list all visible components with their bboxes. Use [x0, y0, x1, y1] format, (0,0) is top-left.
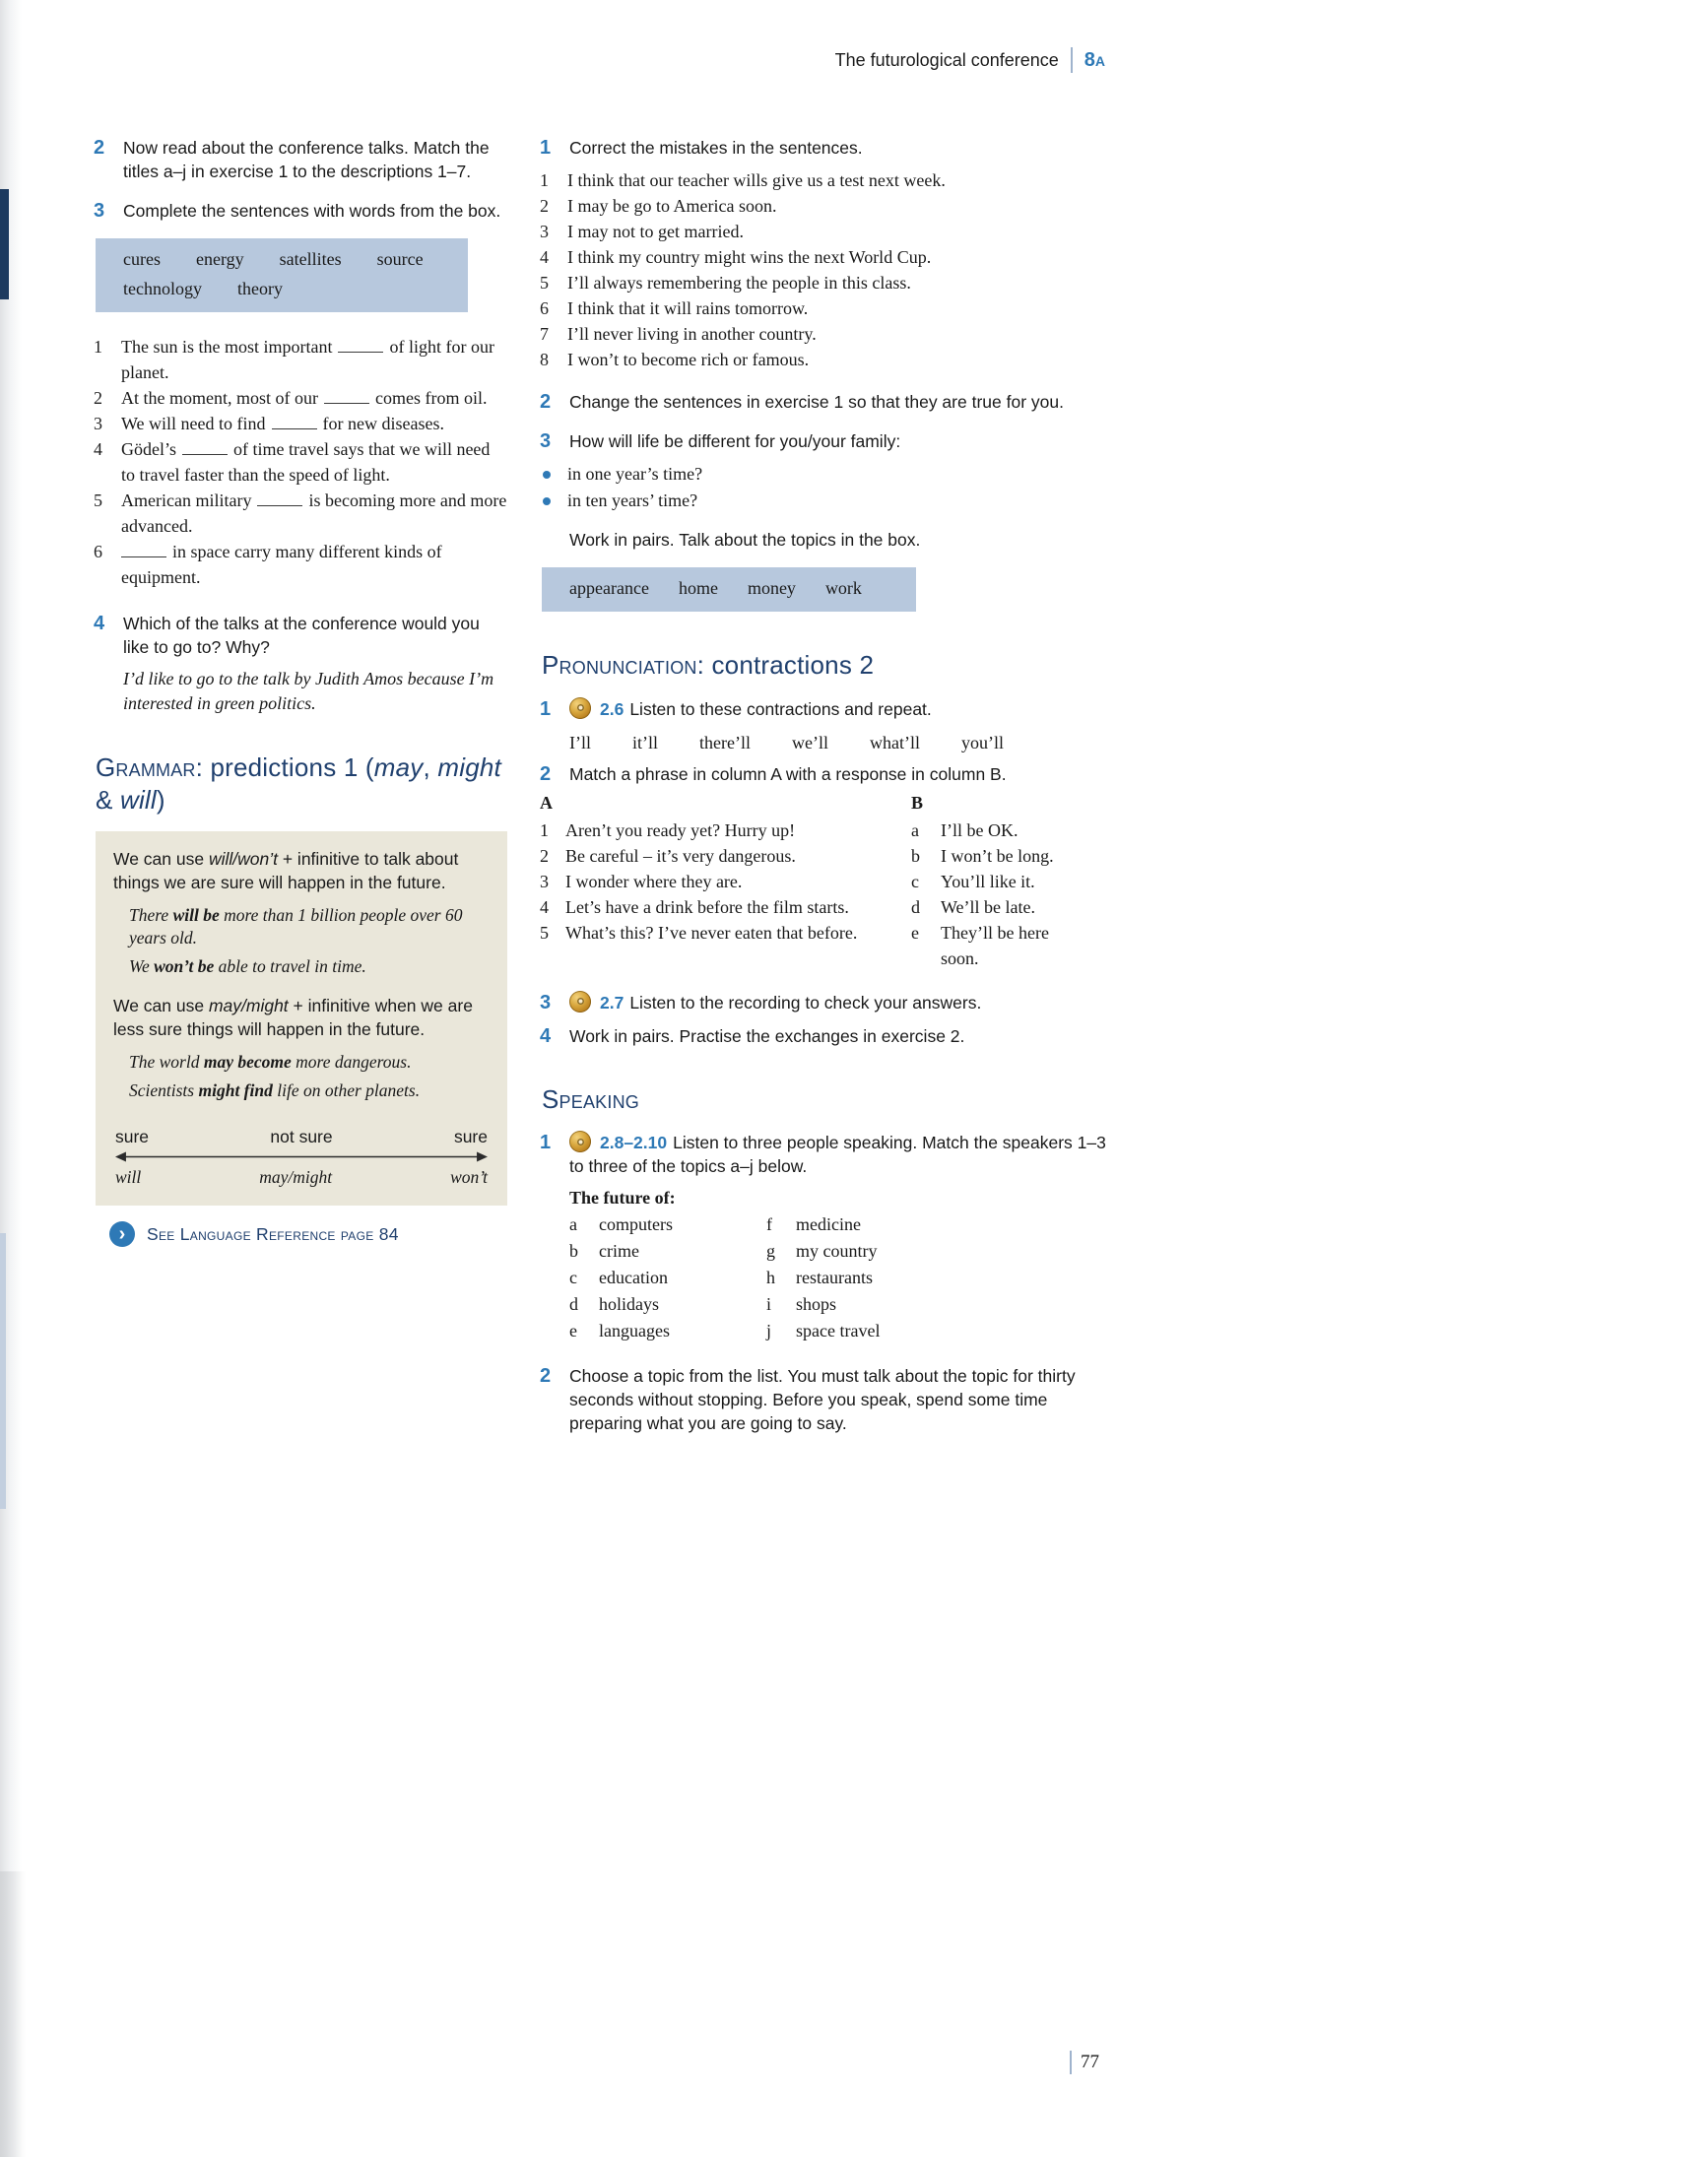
sentence-item — [540, 244, 1116, 270]
sentence-text: I’ll always remembering the people in this class. — [567, 273, 911, 293]
exercise-instruction: Work in pairs. Practise the exchanges in exercise 2. — [569, 1025, 965, 1046]
phrase-number: 1 — [540, 819, 549, 840]
gap-fill-sentences — [94, 334, 507, 590]
sentence-number: 6 — [94, 542, 102, 561]
text-segment: will — [119, 784, 157, 815]
exercise-number: 4 — [94, 613, 105, 634]
sentence-item — [540, 193, 1116, 219]
sentence-number: 3 — [94, 414, 102, 433]
grammar-heading — [96, 752, 507, 816]
sentence-number: 1 — [540, 170, 549, 190]
text-segment: Pronunciation: — [542, 650, 705, 680]
topic-letter: d — [569, 1294, 578, 1314]
sentence-text: I won’t to become rich or famous. — [567, 350, 810, 369]
text-segment: will be — [172, 905, 220, 925]
topics-list-title: The future of: — [569, 1188, 676, 1208]
cd-icon — [569, 697, 591, 719]
exercise-instruction: How will life be different for you/your family: — [569, 431, 901, 451]
exercise-3 — [540, 429, 1116, 453]
response-letter: b — [911, 845, 920, 866]
bullet-text: in one year’s time? — [567, 464, 703, 484]
grammar-example — [129, 1051, 490, 1074]
sentence-number: 7 — [540, 324, 549, 344]
contraction: I’ll — [569, 732, 591, 752]
text-segment: We — [129, 956, 155, 976]
scale-labels-bottom — [115, 1166, 488, 1188]
response-text: We’ll be late. — [941, 896, 1036, 917]
response-letter: a — [911, 819, 919, 840]
sentence-item — [540, 270, 1116, 295]
exercise-instruction: Now read about the conference talks. Match the titles a–j in exercise 1 to the descriptions 1–7. — [123, 138, 490, 181]
text-segment: more dangerous. — [291, 1052, 412, 1072]
scale-label: may/might — [259, 1167, 333, 1187]
right-column — [540, 136, 1116, 1451]
answer-blank — [272, 419, 317, 429]
sentence-number: 3 — [540, 222, 549, 241]
scale-label: sure — [115, 1127, 150, 1146]
contraction: we’ll — [791, 732, 828, 752]
contractions-row — [569, 731, 1116, 754]
text-segment: & — [96, 784, 120, 815]
topic-label: languages — [599, 1321, 670, 1340]
contraction: there’ll — [699, 732, 751, 752]
exercise-number: 3 — [540, 430, 552, 452]
sentence-item — [94, 334, 507, 385]
text-segment: + infinitive to talk about things we are sure will happen in the future. — [113, 849, 459, 892]
response-text: You’ll like it. — [941, 871, 1035, 891]
sentence-part: in space carry many different kinds of equipment. — [121, 542, 442, 587]
topic-label: computers — [599, 1214, 673, 1234]
grammar-rule — [113, 994, 490, 1041]
word: theory — [236, 279, 283, 298]
sentence-text: I may be go to America soon. — [567, 196, 777, 216]
word: work — [824, 578, 862, 598]
exercise-number: 1 — [540, 697, 552, 720]
answer-blank — [182, 444, 228, 455]
exercise-instruction: Which of the talks at the conference would you like to go to? Why? — [123, 614, 480, 657]
sentence-text — [121, 334, 507, 385]
phrase-number: 5 — [540, 922, 549, 943]
phrase-number: 2 — [540, 845, 549, 866]
sentence-text: I may not to get married. — [567, 222, 744, 241]
sentence-number: 1 — [94, 337, 102, 357]
phrase-number: 3 — [540, 871, 549, 891]
bullet-list — [540, 461, 1116, 514]
text-segment: ) — [156, 784, 165, 815]
text-segment: might find — [198, 1080, 273, 1100]
bullet-item — [540, 461, 1116, 488]
grammar-box — [96, 831, 507, 1206]
match-row — [540, 894, 1116, 920]
sentence-text: I’ll never living in another country. — [567, 324, 817, 344]
speaking-heading — [542, 1083, 1116, 1116]
sentence-item — [540, 167, 1116, 193]
sentence-text — [121, 539, 507, 590]
topic-letter: j — [766, 1321, 772, 1340]
text-segment: able to travel in time. — [214, 956, 366, 976]
sentence-text: I think that it will rains tomorrow. — [567, 298, 809, 318]
grammar-example — [129, 1079, 490, 1102]
contraction: you’ll — [960, 732, 1004, 752]
word: technology — [123, 279, 202, 298]
bullet-icon — [543, 497, 551, 505]
exercise-number: 2 — [94, 137, 105, 159]
page-edge-light-bar — [0, 1233, 6, 1509]
scale-arrow-icon — [115, 1150, 488, 1163]
model-answer: I’d like to go to the talk by Judith Amos because I’m interested in green politics. — [123, 669, 494, 713]
cd-hole — [577, 704, 584, 711]
response-text: They’ll be here soon. — [941, 922, 1049, 968]
page-edge-bottom-shading — [0, 1871, 26, 2157]
exercise-4 — [94, 612, 507, 659]
page-edge-shading — [0, 0, 22, 2157]
answer-blank — [324, 393, 369, 404]
matching-table — [540, 790, 1116, 971]
word: energy — [195, 249, 244, 269]
grammar-example — [129, 904, 490, 949]
sentence-text — [121, 488, 507, 539]
page-header — [0, 47, 1105, 73]
sentence-part: We will need to find — [121, 414, 266, 433]
exercise-instruction: Complete the sentences with words from the box. — [123, 201, 501, 221]
cd-hole — [577, 998, 584, 1005]
text-segment: may — [373, 752, 424, 782]
topic-letter: i — [766, 1294, 772, 1314]
text-segment: may/might — [208, 996, 289, 1015]
audio-track-number: 2.8–2.10 — [600, 1133, 668, 1152]
language-reference-label: See Language Reference page 84 — [147, 1223, 399, 1244]
topic-label: education — [599, 1268, 668, 1287]
word-box — [96, 238, 468, 312]
pronunciation-heading — [542, 649, 1116, 682]
pronunciation-exercise-1 — [540, 697, 1116, 758]
exercise-instruction: Choose a topic from the list. You must talk about the topic for thirty seconds without stopping. Before you speak, spend some time preparing what you are going to say. — [569, 1366, 1076, 1433]
topic-label: my country — [796, 1241, 878, 1261]
topic-label: shops — [796, 1294, 837, 1314]
sentence-item — [94, 539, 507, 590]
sentence-part: comes from oil. — [374, 388, 488, 408]
scale-label: sure — [453, 1127, 488, 1146]
text-segment: won’t be — [154, 956, 215, 976]
word: satellites — [279, 249, 342, 269]
response-letter: d — [911, 896, 920, 917]
text-segment: Scientists — [129, 1080, 199, 1100]
matching-table-header — [540, 790, 1116, 816]
column-a-header: A — [540, 792, 553, 813]
text-segment: predictions 1 ( — [203, 752, 374, 782]
audio-track-number: 2.6 — [600, 698, 624, 719]
scale-labels-top — [115, 1126, 488, 1147]
sentence-item — [540, 219, 1116, 244]
exercise-body — [569, 991, 1116, 1014]
match-row — [540, 869, 1116, 894]
column-b-header: B — [911, 792, 924, 813]
exercise-number: 1 — [540, 137, 552, 159]
spacer — [565, 790, 911, 816]
exercise-body — [569, 1131, 1116, 1358]
exercise-number: 2 — [540, 391, 552, 413]
speaking-exercise-2 — [540, 1364, 1116, 1435]
text-segment: + infinitive when we are less sure things will happen in the future. — [113, 996, 473, 1039]
text-segment: may become — [203, 1052, 292, 1072]
topic-label: crime — [599, 1241, 639, 1261]
exercise-3 — [94, 199, 507, 223]
header-divider — [1071, 47, 1073, 73]
answer-blank — [121, 547, 166, 557]
response-letter: c — [911, 871, 919, 891]
cd-hole — [577, 1139, 584, 1145]
page-number-divider — [1070, 2051, 1072, 2074]
sentence-part: At the moment, most of our — [121, 388, 318, 408]
page-number — [1070, 2051, 1099, 2074]
exercise-2 — [540, 390, 1116, 414]
sentence-part: of time travel says that we will need to travel faster than the speed of light. — [121, 439, 491, 485]
phrase-number: 4 — [540, 896, 549, 917]
contraction: what’ll — [869, 732, 920, 752]
sentence-number: 2 — [94, 388, 102, 408]
spacer — [941, 790, 1088, 816]
sentence-item — [94, 385, 507, 411]
sentence-item — [540, 321, 1116, 347]
sentence-text: I think my country might wins the next World Cup. — [567, 247, 932, 267]
exercise-number: 1 — [540, 1132, 552, 1153]
text-segment: We can use — [113, 996, 209, 1015]
topic-letter: a — [569, 1214, 577, 1234]
exercise-instruction: Listen to the recording to check your answers. — [629, 992, 982, 1013]
speaking-exercise-1 — [540, 1131, 1116, 1358]
sentence-part: Gödel’s — [121, 439, 176, 459]
phrase-text: I wonder where they are. — [565, 871, 743, 891]
language-reference-link — [94, 1209, 507, 1247]
text-segment: will/won’t — [208, 849, 278, 869]
text-segment: contractions 2 — [704, 650, 875, 680]
phrase-text: What’s this? I’ve never eaten that before. — [565, 922, 858, 943]
contraction: it’ll — [632, 732, 658, 752]
pronunciation-exercise-2 — [540, 762, 1116, 786]
scale-label: will — [115, 1167, 142, 1187]
topics-list — [569, 1211, 1116, 1344]
word: source — [376, 249, 424, 269]
sentence-number: 6 — [540, 298, 549, 318]
certainty-scale — [113, 1126, 490, 1188]
topic-letter: b — [569, 1241, 578, 1261]
exercise-2 — [94, 136, 507, 183]
answer-blank — [338, 342, 383, 353]
left-column — [94, 136, 507, 1247]
text-segment: might — [437, 752, 501, 782]
match-row — [540, 843, 1116, 869]
exercise-number: 3 — [94, 200, 105, 222]
topic-letter: g — [766, 1241, 775, 1261]
scale-label: won’t — [450, 1167, 488, 1187]
text-segment: We can use — [113, 849, 209, 869]
unit-title: The futurological conference — [834, 49, 1059, 70]
response-letter: e — [911, 922, 919, 943]
exercise-instruction: Listen to these contractions and repeat. — [629, 698, 932, 719]
text-segment: There — [129, 905, 173, 925]
exercise-number: 2 — [540, 1365, 552, 1387]
sentence-item — [94, 488, 507, 539]
answer-blank — [257, 495, 302, 506]
text-segment: more than 1 billion people over 60 years old. — [129, 905, 463, 948]
word: money — [747, 578, 796, 598]
pairwork-note: Work in pairs. Talk about the topics in the box. — [569, 530, 921, 550]
sentence-number: 5 — [540, 273, 549, 293]
sentence-number: 8 — [540, 350, 549, 369]
exercise-instruction: Match a phrase in column A with a response in column B. — [569, 763, 1007, 784]
sentence-text — [121, 411, 507, 436]
pronunciation-exercise-4 — [540, 1024, 1116, 1048]
exercise-1 — [540, 136, 1116, 160]
phrase-text: Be careful – it’s very dangerous. — [565, 845, 796, 866]
sentence-item — [94, 411, 507, 436]
sentence-number: 4 — [540, 247, 549, 267]
exercise-instruction: Listen to three people speaking. Match the speakers 1–3 to three of the topics a–j below. — [569, 1133, 1106, 1176]
cd-icon — [569, 1131, 591, 1152]
exercise-instruction: Change the sentences in exercise 1 so that they are true for you. — [569, 392, 1064, 412]
sentence-number: 5 — [94, 490, 102, 510]
sentence-text — [121, 436, 507, 488]
grammar-example — [129, 955, 490, 978]
word-box — [542, 567, 916, 612]
phrase-text: Let’s have a drink before the film starts. — [565, 896, 849, 917]
exercise-instruction: Correct the mistakes in the sentences. — [569, 138, 863, 158]
match-row — [540, 817, 1116, 843]
response-text: I’ll be OK. — [941, 819, 1018, 840]
topic-label: space travel — [796, 1321, 881, 1340]
match-row — [540, 920, 1116, 971]
page-edge-navy-bar — [0, 189, 9, 299]
sentence-part: of light for our planet. — [121, 337, 494, 382]
word: cures — [123, 249, 161, 269]
response-text: I won’t be long. — [941, 845, 1054, 866]
topic-letter: c — [569, 1268, 577, 1287]
cd-icon — [569, 991, 591, 1013]
unit-code: 8a — [1084, 49, 1105, 71]
scale-label: not sure — [270, 1127, 333, 1146]
mistake-sentences — [540, 167, 1116, 372]
sentence-item — [540, 347, 1116, 372]
exercise-number: 4 — [540, 1024, 552, 1047]
topic-letter: h — [766, 1268, 775, 1287]
sentence-number: 4 — [94, 439, 102, 459]
word: home — [678, 578, 718, 598]
sentence-item — [94, 436, 507, 488]
audio-track-number: 2.7 — [600, 992, 624, 1013]
sentence-part: American military — [121, 490, 252, 510]
sentence-number: 2 — [540, 196, 549, 216]
text-segment: , — [423, 752, 438, 782]
topic-letter: e — [569, 1321, 577, 1340]
sentence-part: for new diseases. — [322, 414, 444, 433]
bullet-icon — [543, 471, 551, 479]
text-segment: life on other planets. — [272, 1080, 421, 1100]
topic-label: medicine — [796, 1214, 861, 1234]
exercise-number: 2 — [540, 762, 552, 785]
sentence-text — [121, 385, 507, 411]
exercise-body — [569, 697, 1116, 758]
phrase-text: Aren’t you ready yet? Hurry up! — [565, 819, 796, 840]
exercise-number: 3 — [540, 991, 552, 1013]
text-segment: Grammar: — [96, 752, 204, 782]
bullet-text: in ten years’ time? — [567, 490, 698, 510]
word: appearance — [569, 578, 649, 598]
sentence-item — [540, 295, 1116, 321]
grammar-rule — [113, 847, 490, 894]
text-segment: Speaking — [542, 1083, 639, 1114]
pronunciation-exercise-3 — [540, 991, 1116, 1014]
text-segment: The world — [129, 1052, 204, 1072]
chevron-right-icon: › — [109, 1221, 135, 1247]
page-number-value: 77 — [1081, 2052, 1099, 2072]
topic-label: restaurants — [796, 1268, 873, 1287]
sentence-text: I think that our teacher wills give us a test next week. — [567, 170, 946, 190]
topic-label: holidays — [599, 1294, 659, 1314]
topic-letter: f — [766, 1214, 772, 1234]
bullet-item — [540, 488, 1116, 514]
sentence-part: is becoming more and more advanced. — [121, 490, 507, 536]
sentence-part: The sun is the most important — [121, 337, 333, 357]
